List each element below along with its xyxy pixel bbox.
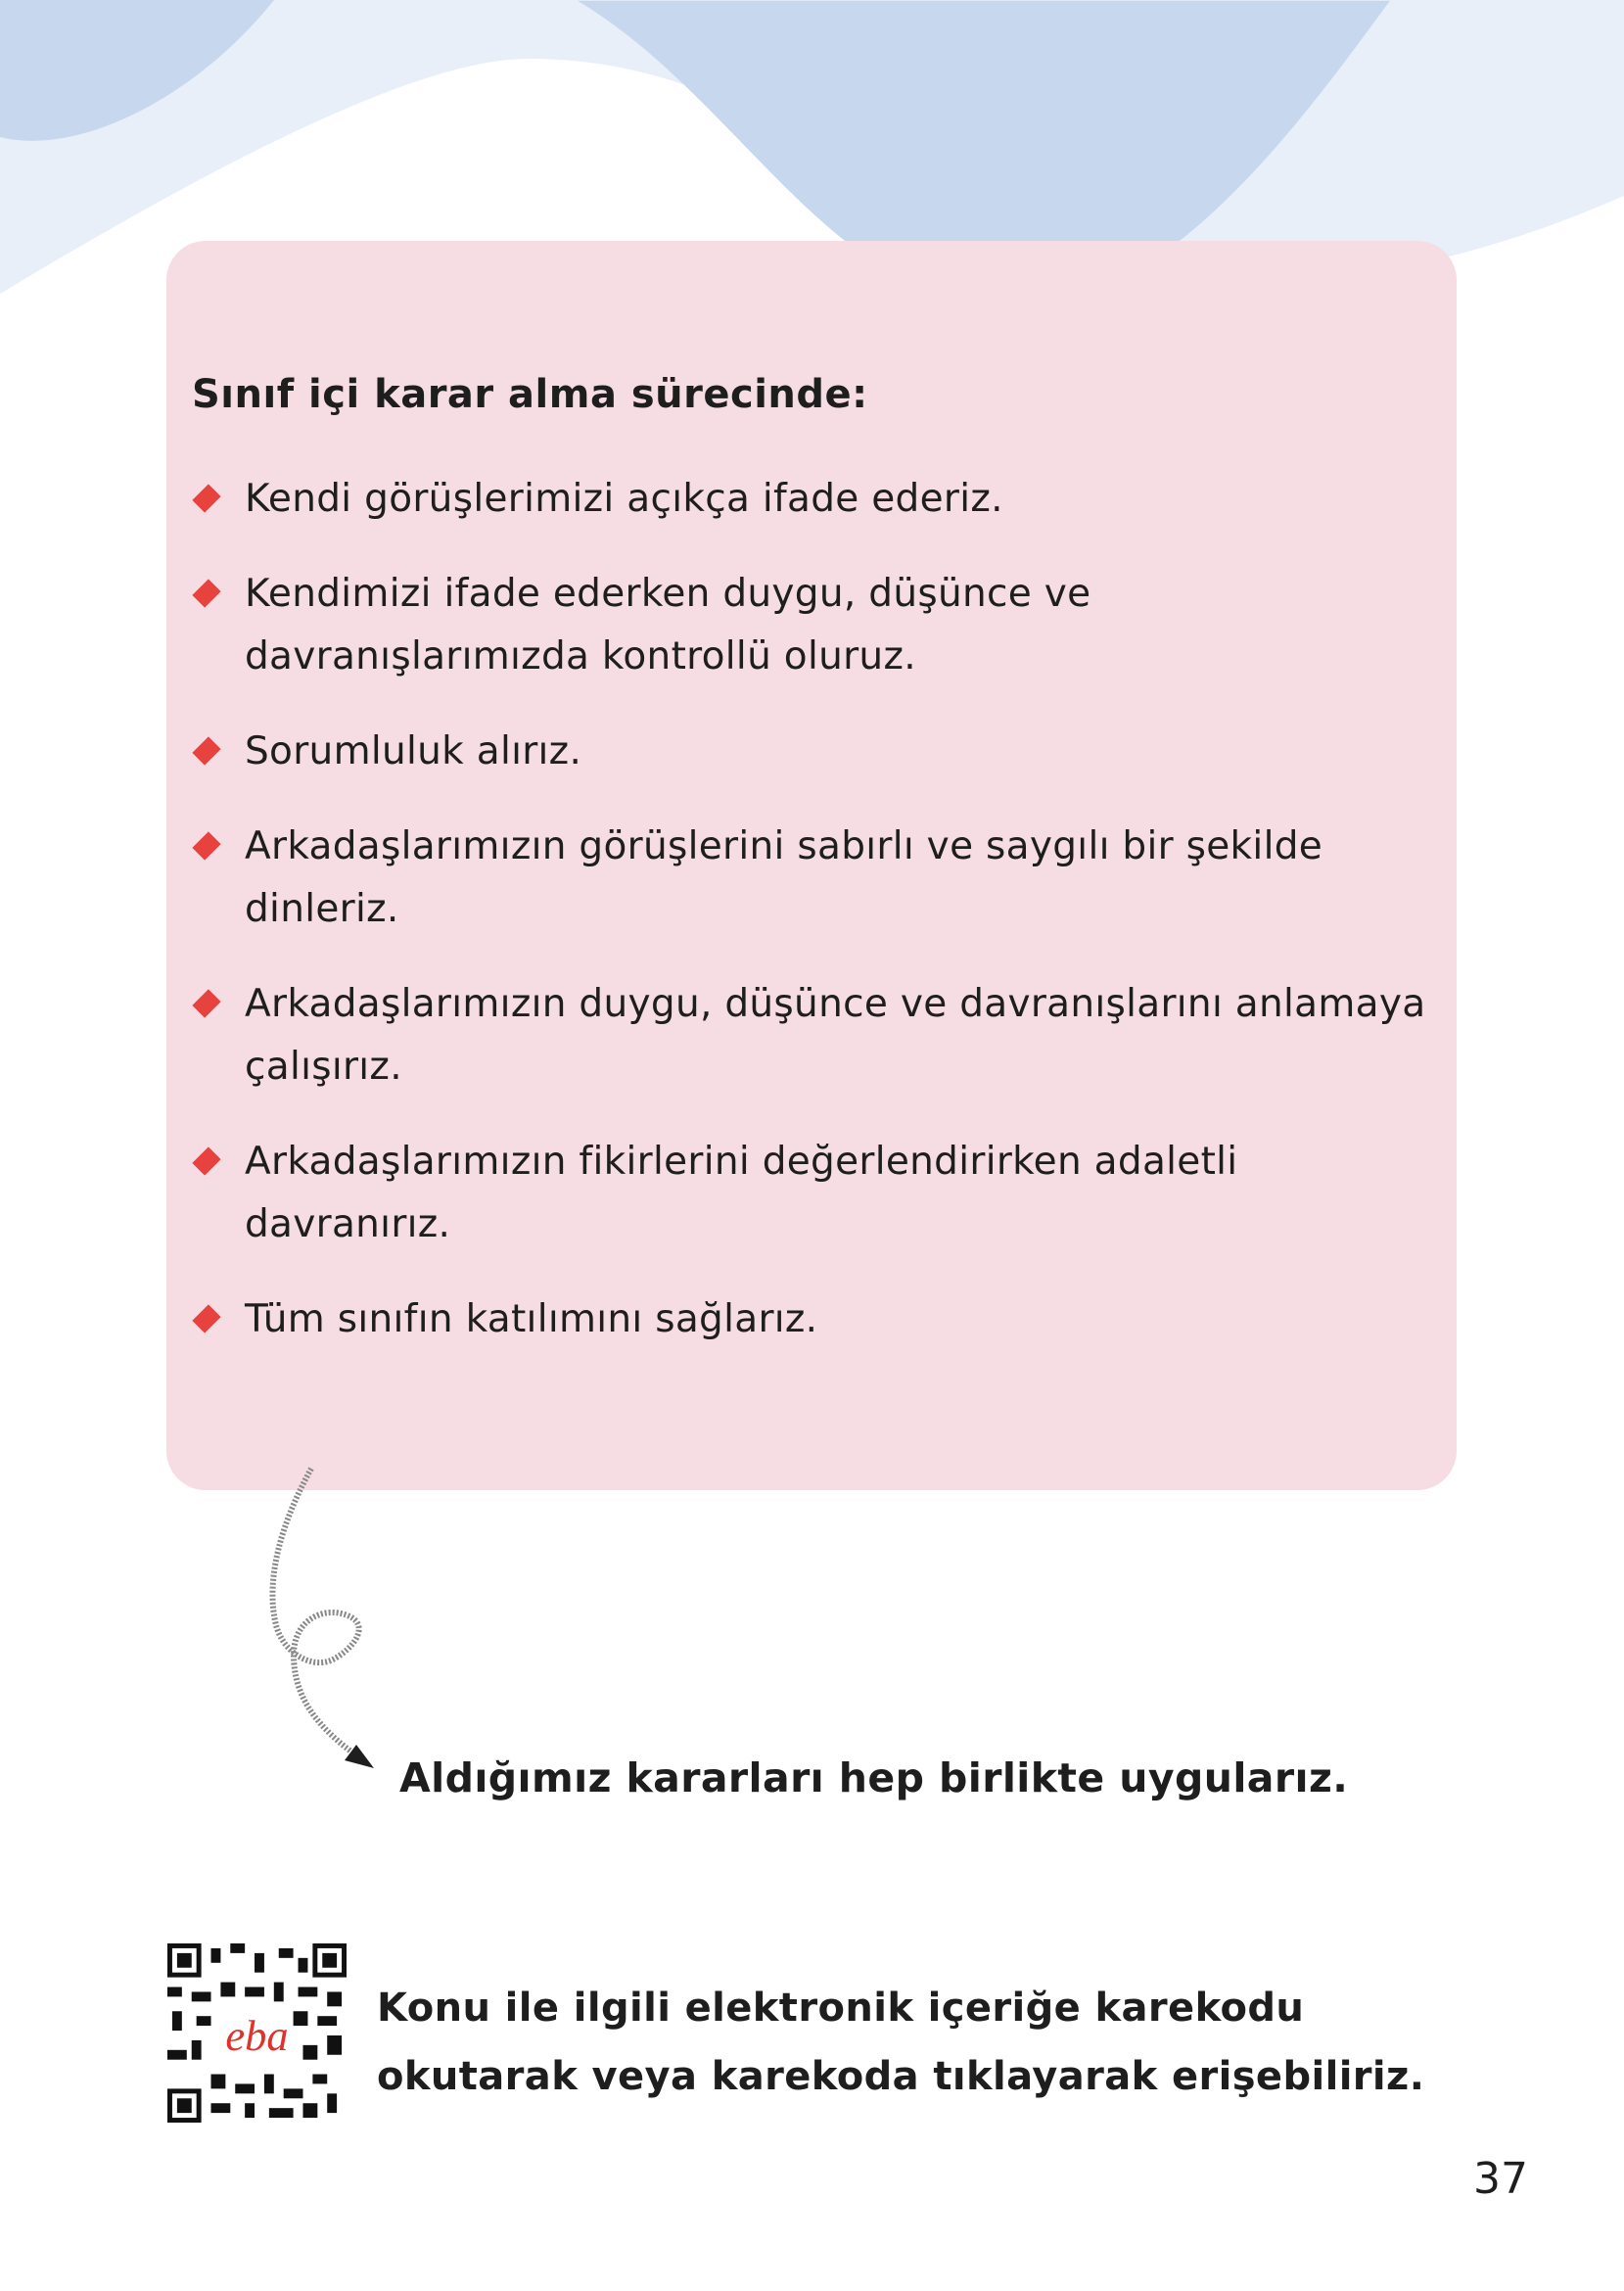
diamond-bullet-icon [192, 1304, 220, 1333]
conclusion-text: Aldığımız kararları hep birlikte uygularız. [399, 1754, 1349, 1801]
qr-description: Konu ile ilgili elektronik içeriğe karekodu okutarak veya karekoda tıklayarak erişebiliriz. [377, 1986, 1425, 2099]
diamond-bullet-icon [192, 579, 220, 607]
eba-logo: eba [225, 2010, 289, 2060]
curly-arrow-icon [255, 1459, 411, 1782]
qr-code[interactable] [166, 1943, 348, 2123]
list-item: Kendimizi ifade ederken duygu, düşünce ve davranışlarımızda kontrollü oluruz. [192, 563, 1445, 688]
list-item: Kendi görüşlerimizi açıkça ifade ederiz. [192, 468, 1445, 531]
rules-list [192, 468, 1445, 1383]
diamond-bullet-icon [192, 831, 220, 860]
list-item: Arkadaşlarımızın duygu, düşünce ve davranışlarını anlamaya çalışırız. [192, 973, 1445, 1099]
list-item: Arkadaşlarımızın fikirlerini değerlendirirken adaletli davranırız. [192, 1131, 1445, 1256]
list-item: Tüm sınıfın katılımını sağlarız. [192, 1288, 1445, 1351]
list-item: Arkadaşlarımızın görüşlerini sabırlı ve saygılı bir şekilde dinleriz. [192, 816, 1445, 941]
diamond-bullet-icon [192, 736, 220, 765]
diamond-bullet-icon [192, 1146, 220, 1175]
card-title: Sınıf içi karar alma sürecinde: [192, 372, 868, 417]
diamond-bullet-icon [192, 989, 220, 1017]
page-number: 37 [1473, 2154, 1528, 2204]
diamond-bullet-icon [192, 484, 220, 512]
list-item: Sorumluluk alırız. [192, 721, 1445, 783]
